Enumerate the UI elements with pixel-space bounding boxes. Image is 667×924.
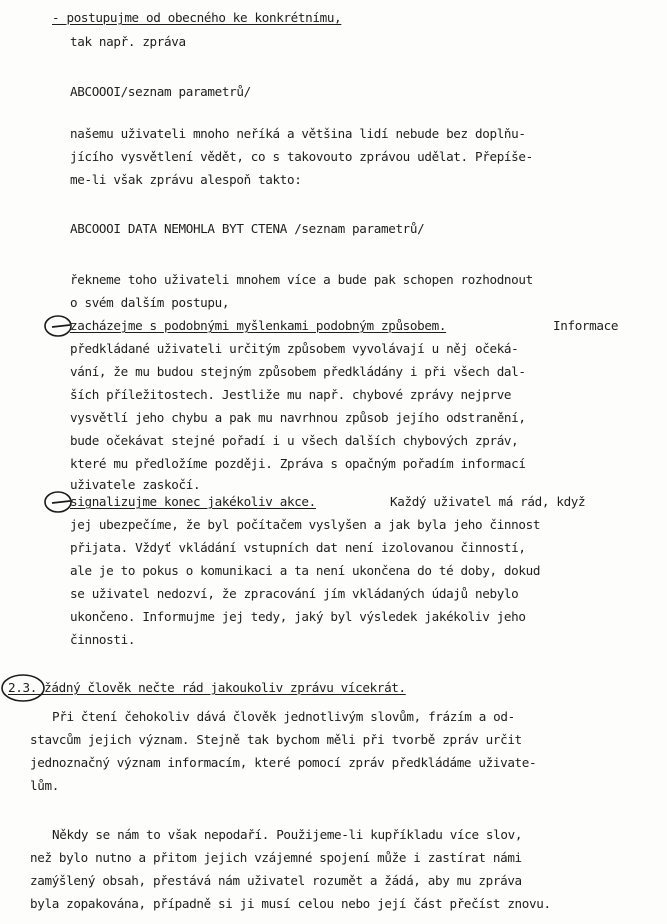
text-line-15: které mu předložíme později. Zpráva s opačným pořadím informací xyxy=(70,456,526,471)
text-line-23: činnosti. xyxy=(70,632,136,647)
text-line-14: bude očekávat stejné pořadí i u všech dalších chybových zpráv, xyxy=(70,433,519,448)
inline-tail-1: Každý uživatel má rád, když xyxy=(390,494,586,509)
text-line-1: tak např. zpráva xyxy=(70,34,186,49)
text-line-11: vání, že mu budou stejným způsobem předkládány i při všech dal- xyxy=(70,364,526,379)
text-line-26: stavcům jejich význam. Stejně tak bychom měli při tvorbě zpráv určit xyxy=(30,732,522,747)
text-line-5: me-li však zprávu alespoň takto: xyxy=(70,172,302,187)
text-line-19: přijata. Vždyť vkládání vstupních dat není izolovanou činností, xyxy=(70,540,526,555)
text-line-10: předkládané uživateli určitým způsobem vyvolávají u něj očeká- xyxy=(70,341,519,356)
text-line-8: o svém dalším postupu, xyxy=(70,295,230,310)
circled-dash-mark-2 xyxy=(45,492,71,512)
text-line-2: ABCOOOI/seznam parametrů/ xyxy=(70,84,251,99)
text-line-6: ABCOOOI DATA NEMOHLA BYT CTENA /seznam parametrů/ xyxy=(70,221,425,236)
text-line-30: než bylo nutno a přitom jejich vzájemné spojení může i zastírat námi xyxy=(30,850,522,865)
text-line-17: signalizujme konec jakékoliv akce. xyxy=(70,494,316,509)
text-line-9: zacházejme s podobnými myšlenkami podobným způsobem. xyxy=(70,318,447,333)
text-line-18: jej ubezpečíme, že byl počítačem vyslyšen a jak byla jeho činnost xyxy=(70,517,541,532)
text-line-13: vysvětlí jeho chybu a pak mu navrhnou způsob jejího odstranění, xyxy=(70,410,526,425)
inline-tail-0: Informace xyxy=(553,318,619,333)
text-line-27: jednoznačný význam informacím, které pomocí zpráv předkládáme uživate- xyxy=(30,755,537,770)
text-line-31: zamýšlený obsah, přestává nám uživatel rozumět a žádá, aby mu zpráva xyxy=(30,873,522,888)
text-line-16: uživatele zaskočí. xyxy=(70,477,201,492)
text-line-25: Při čtení čehokoliv dává člověk jednotlivým slovům, frázím a od- xyxy=(52,709,515,724)
text-line-32: byla zopakována, případně si ji musí celou nebo její část přečíst znovu. xyxy=(30,896,551,911)
text-line-3: našemu uživateli mnoho neříká a většina lidí nebude bez doplňu- xyxy=(70,126,526,141)
text-line-4: jícího vysvětlení vědět, co s takovouto zprávou udělat. Přepíše- xyxy=(70,149,533,164)
text-line-12: ších příležitostech. Jestliže mu např. chybové zprávy nejprve xyxy=(70,387,512,402)
text-line-0: - postupujme od obecného ke konkrétnímu, xyxy=(52,10,342,25)
text-line-24: 2.3. žádný člověk nečte rád jakoukoliv zprávu vícekrát. xyxy=(8,680,406,695)
text-line-21: se uživatel nedozví, že zpracování jím vkládaných údajů nebylo xyxy=(70,586,519,601)
circled-dash-mark-1 xyxy=(45,316,71,336)
text-line-28: lům. xyxy=(30,778,59,793)
text-line-22: ukončeno. Informujme jej tedy, jaký byl výsledek jakékoliv jeho xyxy=(70,609,526,624)
text-line-29: Někdy se nám to však nepodaří. Použijeme-li kupříkladu více slov, xyxy=(52,827,523,842)
text-line-20: ale je to pokus o komunikaci a ta není ukončena do té doby, dokud xyxy=(70,563,541,578)
text-line-7: řekneme toho uživateli mnohem více a bude pak schopen rozhodnout xyxy=(70,272,533,287)
